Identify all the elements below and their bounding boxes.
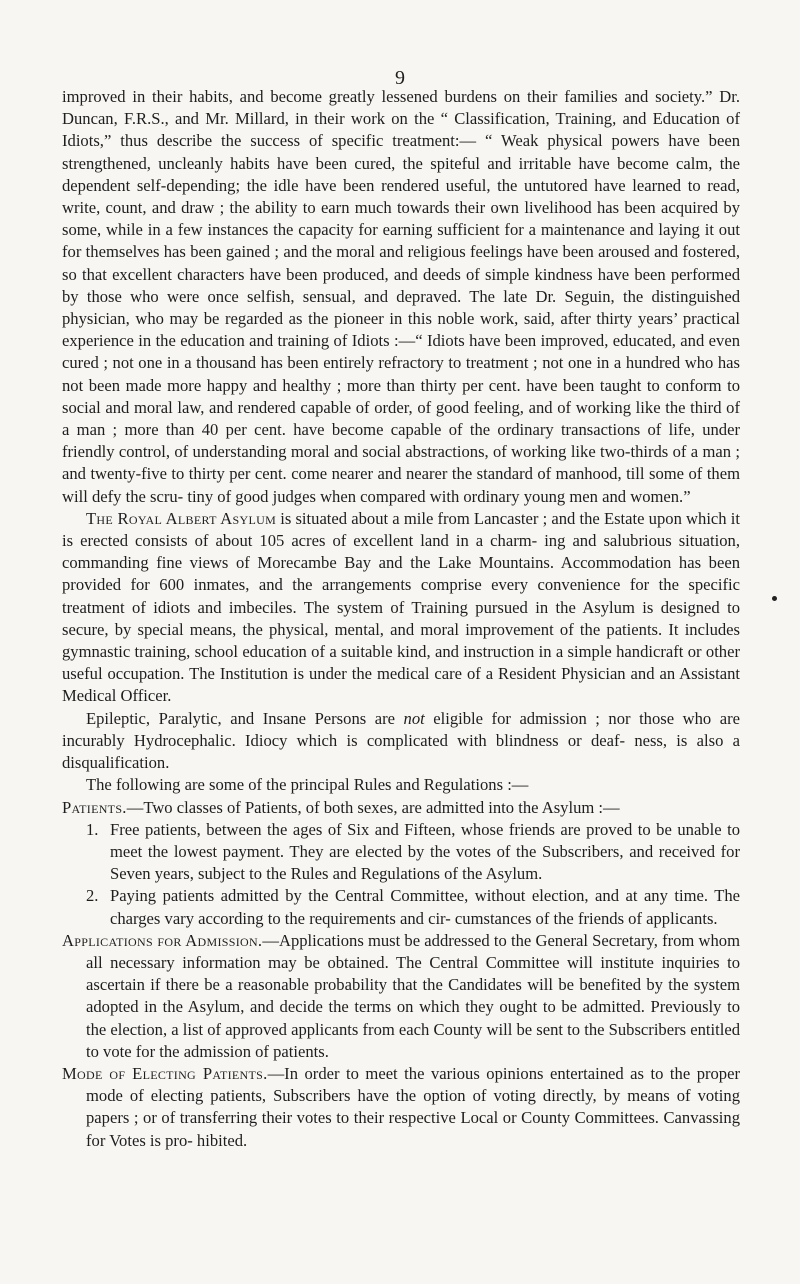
paragraph-royal-albert-asylum [62,508,740,708]
patient-classes-list [62,819,740,930]
paragraph-eligibility: Epileptic, Paralytic, and Insane Persons are not eligible for admission ; nor those who are incurably Hydrocephalic. Idiocy which is complicated with blindness or deaf- ness, is also a disqualification. [62,708,740,773]
section-mode-of-electing: Mode of Electing Patients.—In order to meet the various opinions entertained as to the proper mode of electing patients, Subscribers have the option of voting directly, by means of voting papers ; or of transferring their votes to their respective Local or County Committees. Canvassing for Votes is pro- hibited. [62,1063,740,1150]
page-number: 9 [395,67,405,89]
margin-dot-mark [772,596,777,601]
section-heading-mode: Mode of Electing Patients. [62,1063,268,1083]
list-item: 1. Free patients, between the ages of Six and Fifteen, whose friends are proved to be unable to meet the lowest payment. They are elected by the votes of the Subscribers, and received for Seven years, subject to the Rules and Regulations of the Asylum. [86,819,740,884]
emphasis-not: not [403,708,425,728]
section-applications: Applications for Admission.—Applications must be addressed to the General Secretary, from whom all necessary information may be obtained. The Central Committee will institute inquiries to ascertain if there be a reasonable probability that the Candidates will be benefited by the system adopted in the Asylum, and decide the terms on which they ought to be admitted. Previously to the election, a list of approved applicants from each County will be sent to the Subscribers entitled to vote for the admission of patients. [62,930,741,1061]
list-item: 2. Paying patients admitted by the Central Committee, without election, and at any time. The charges vary according to the requirements and cir- cumstances of the friends of applicants. [86,886,740,928]
asylum-description: is situated about a mile from Lancaster ; and the Estate upon which it is erected consists of about 105 acres of excellent land in a charm- ing and salubrious situation, commanding fine views of Morecambe Bay and the Lake Mountains. Accommodation has been provided for 600 inmates, and the arrangements comprise every convenience for the specific treatment of idiots and imbeciles. The system of Training pursued in the Asylum is designed to secure, by special means, the physical, mental, and moral improvement of the patients. It includes gymnastic training, school education of a suitable kind, and instruction in a simple handicraft or other useful occupation. The Institution is under the medical care of a Resident Physician and an Assistant Medical Officer. [62,508,740,706]
paragraph-treatment-success: improved in their habits, and become greatly lessened burdens on their families and society.” Dr. Duncan, F.R.S., and Mr. Millard, in their work on the “ Classification, Training, and Education of Idiots,” thus describe the success of specific treatment:— “ Weak physical powers have been strengthened, uncleanly habits have been cured, the spiteful and irritable have become calm, the dependent self-depending; the idle have been rendered useful, the untutored have learned to read, write, count, and draw ; the ability to earn much towards their own livelihood has been acquired by some, while in a few instances the capacity for earning sufficient for a maintenance and laying it out for themselves has been gained ; and the moral and religious feelings have been aroused and fostered, so that excellent characters have been produced, and deeds of simple kindness have been performed by those who were once selfish, sensual, and depraved. The late Dr. Seguin, the distinguished physician, who may be regarded as the pioneer in this noble work, said, after thirty years’ practical experience in the education and training of Idiots :—“ Idiots have been improved, educated, and even cured ; not one in a thousand has been entirely refractory to treatment ; not one in a hundred who has not been made more happy and healthy ; more than thirty per cent. have been taught to conform to social and moral law, and rendered capable of order, of good feeling, and of working like the third of a man ; more than 40 per cent. have become capable of the ordinary transactions of life, under friendly control, of understanding moral and social abstractions, of working like two-thirds of a man ; and twenty-five to thirty per cent. come nearer and nearer the standard of manhood, till some of them will defy the scru- tiny of good judges when compared with ordinary young men and women.” [62,87,740,506]
asylum-name: The Royal Albert Asylum [86,508,277,528]
section-heading-applications: Applications for Admission. [62,930,263,950]
section-patients: Patients.—Two classes of Patients, of both sexes, are admitted into the Asylum :— [62,797,620,817]
section-heading-patients: Patients. [62,797,127,817]
paragraph-rules-intro: The following are some of the principal Rules and Regulations :— [86,775,529,795]
